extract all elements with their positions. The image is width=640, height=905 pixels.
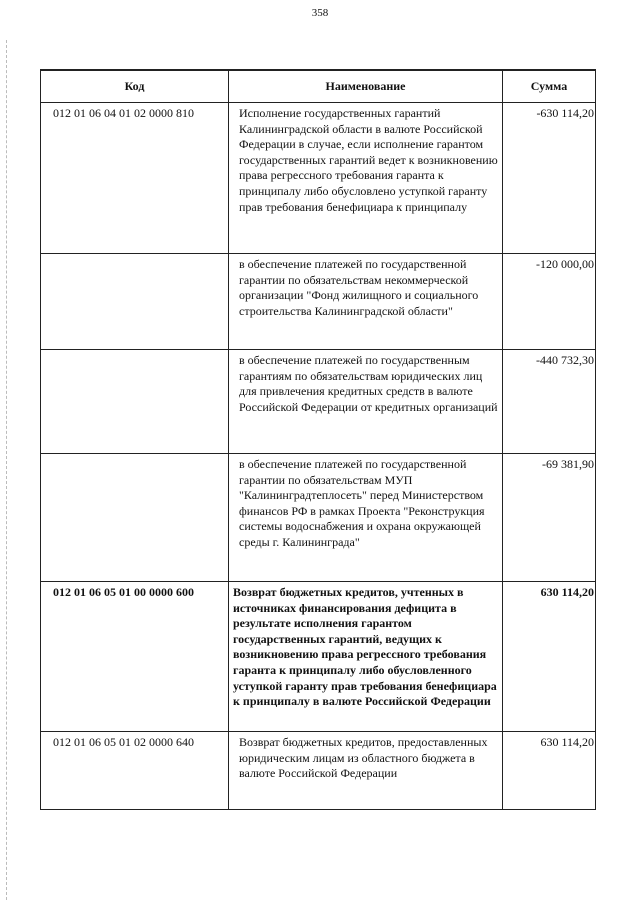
page-number: 358 xyxy=(311,7,329,19)
table-row xyxy=(41,103,596,254)
table-header-row xyxy=(41,70,596,103)
row-code xyxy=(41,350,229,454)
row-amount: 630 114,20 xyxy=(503,582,596,732)
header-name: Наименование xyxy=(229,70,503,103)
header-amount: Сумма xyxy=(503,70,596,103)
row-amount: 630 114,20 xyxy=(503,732,596,810)
table-row xyxy=(41,732,596,810)
row-code: 012 01 06 05 01 00 0000 600 xyxy=(41,582,229,732)
table-row xyxy=(41,454,596,582)
row-code: 012 01 06 04 01 02 0000 810 xyxy=(41,103,229,254)
header-code: Код xyxy=(41,70,229,103)
row-code: 012 01 06 05 01 02 0000 640 xyxy=(41,732,229,810)
scan-margin-line xyxy=(6,40,7,900)
row-code xyxy=(41,454,229,582)
row-name: Возврат бюджетных кредитов, учтенных в источниках финансирования дефицита в результате исполнения гарантом государственных гарантий, ведущих к возникновению права регрессного требования гаранта к принципалу либо обусловленного уступкой гаранту прав требования бенефициара к принципалу в валюте Российской Федерации xyxy=(229,582,503,732)
table-row xyxy=(41,350,596,454)
row-amount: -120 000,00 xyxy=(503,254,596,350)
row-name: в обеспечение платежей по государственной гарантии по обязательствам некоммерческой организации "Фонд жилищного и социального строительства Калининградской области" xyxy=(229,254,503,350)
row-amount: -440 732,30 xyxy=(503,350,596,454)
row-name: в обеспечение платежей по государственной гарантии по обязательствам МУП "Калининградтеплосеть" перед Министерством финансов РФ в рамках Проекта "Реконструкция системы водоснабжения и охрана окружающей среды г. Калининграда" xyxy=(229,454,503,582)
row-name: Возврат бюджетных кредитов, предоставленных юридическим лицам из областного бюджета в валюте Российской Федерации xyxy=(229,732,503,810)
budget-sources-table xyxy=(40,69,596,810)
row-name: в обеспечение платежей по государственным гарантиям по обязательствам юридических лиц для привлечения кредитных средств в валюте Российской Федерации от кредитных организаций xyxy=(229,350,503,454)
table-row xyxy=(41,582,596,732)
row-code xyxy=(41,254,229,350)
row-amount: -630 114,20 xyxy=(503,103,596,254)
row-amount: -69 381,90 xyxy=(503,454,596,582)
table-row xyxy=(41,254,596,350)
row-name: Исполнение государственных гарантий Калининградской области в валюте Российской Федерации в случае, если исполнение гарантом государственных гарантий ведет к возникновению права регрессного требования гаранта к принципалу либо обусловлено уступкой гаранту прав требования бенефициара к принципалу xyxy=(229,103,503,254)
